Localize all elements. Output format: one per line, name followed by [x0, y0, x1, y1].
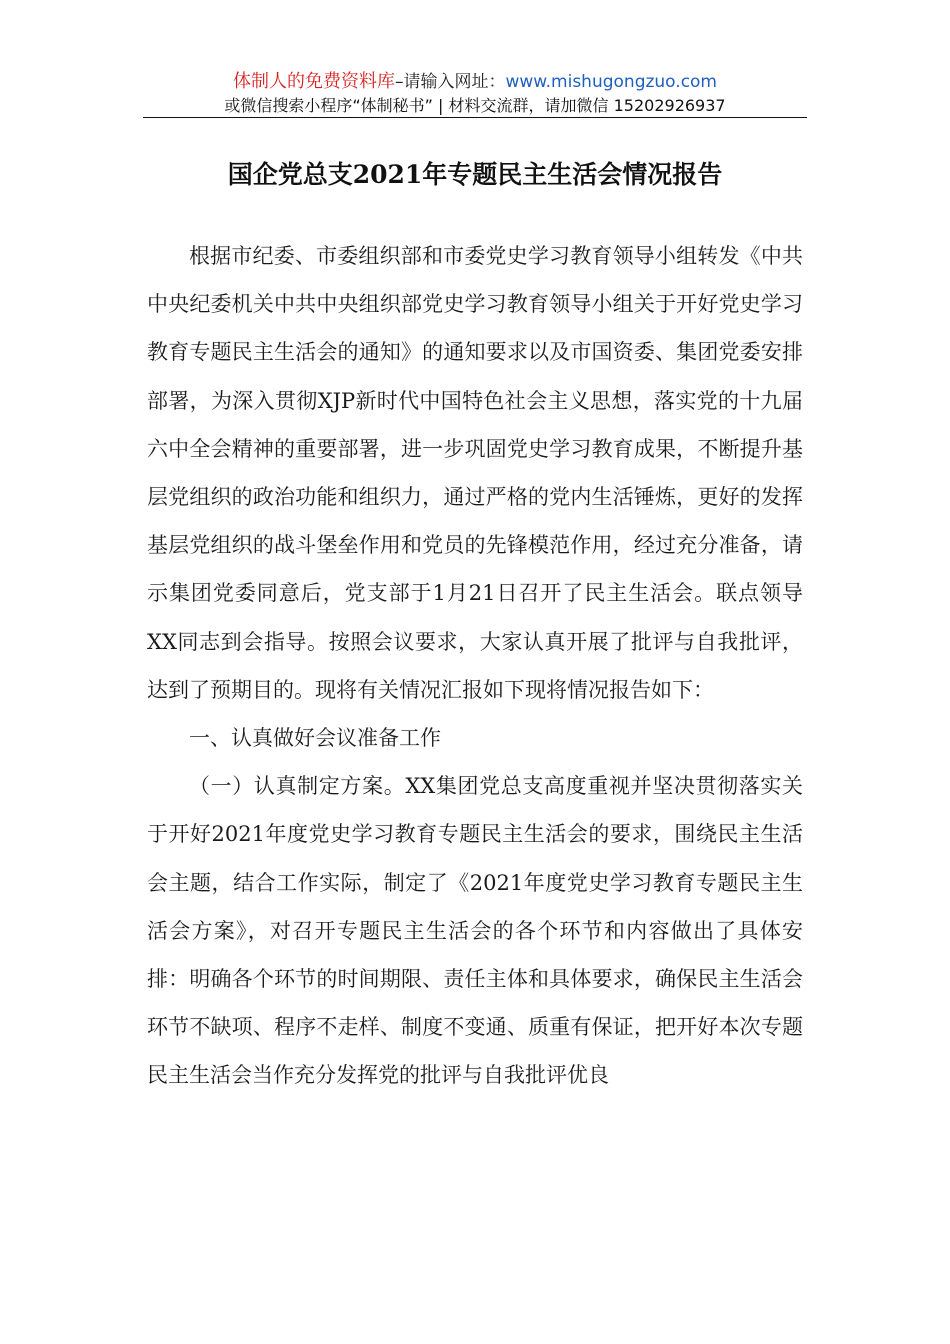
header-line-1	[0, 70, 950, 94]
header-url-link[interactable]: www.mishugongzuo.com	[505, 72, 717, 92]
document-body	[147, 232, 803, 1100]
header-brand: 体制人的免费资料库	[232, 71, 395, 92]
header-divider	[143, 117, 807, 118]
header-prompt: –请输入网址：	[394, 72, 506, 92]
document-title: 国企党总支2021年专题民主生活会情况报告	[227, 160, 723, 189]
page-header	[0, 70, 950, 118]
paragraph-subsection-1: （一）认真制定方案。XX集团党总支高度重视并坚决贯彻落实关于开好2021年度党史学习教育专题民主生活会的要求，围绕民主生活会主题，结合工作实际，制定了《2021年度党史学习教育专题民主生活会方案》，对召开专题民主生活会的各个环节和内容做出了具体安排：明确各个环节的时间期限、责任主体和具体要求，确保民主生活会环节不缺项、程序不走样、制度不变通、质重有保证，把开好本次专题民主生活会当作充分发挥党的批评与自我批评优良	[147, 774, 803, 1088]
paragraph-intro: 根据市纪委、市委组织部和市委党史学习教育领导小组转发《中共中央纪委机关中共中央组织部党史学习教育领导小组关于开好党史学习教育专题民主生活会的通知》的通知要求以及市国资委、集团党委安排部署，为深入贯彻XJP新时代中国特色社会主义思想，落实党的十九届六中全会精神的重要部署，进一步巩固党史学习教育成果，不断提升基层党组织的政治功能和组织力，通过严格的党内生活锤炼，更好的发挥基层党组织的战斗堡垒作用和党员的先锋模范作用，经过充分准备，请示集团党委同意后，党支部于1月21日召开了民主生活会。联点领导XX同志到会指导。按照会议要求，大家认真开展了批评与自我批评，达到了预期目的。现将有关情况汇报如下现将情况报告如下：	[147, 244, 803, 702]
section-heading-1: 一、认真做好会议准备工作	[189, 726, 441, 751]
header-line-2: 或微信搜索小程序“体制秘书” | 材料交流群，请加微信 15202926937	[224, 96, 726, 115]
